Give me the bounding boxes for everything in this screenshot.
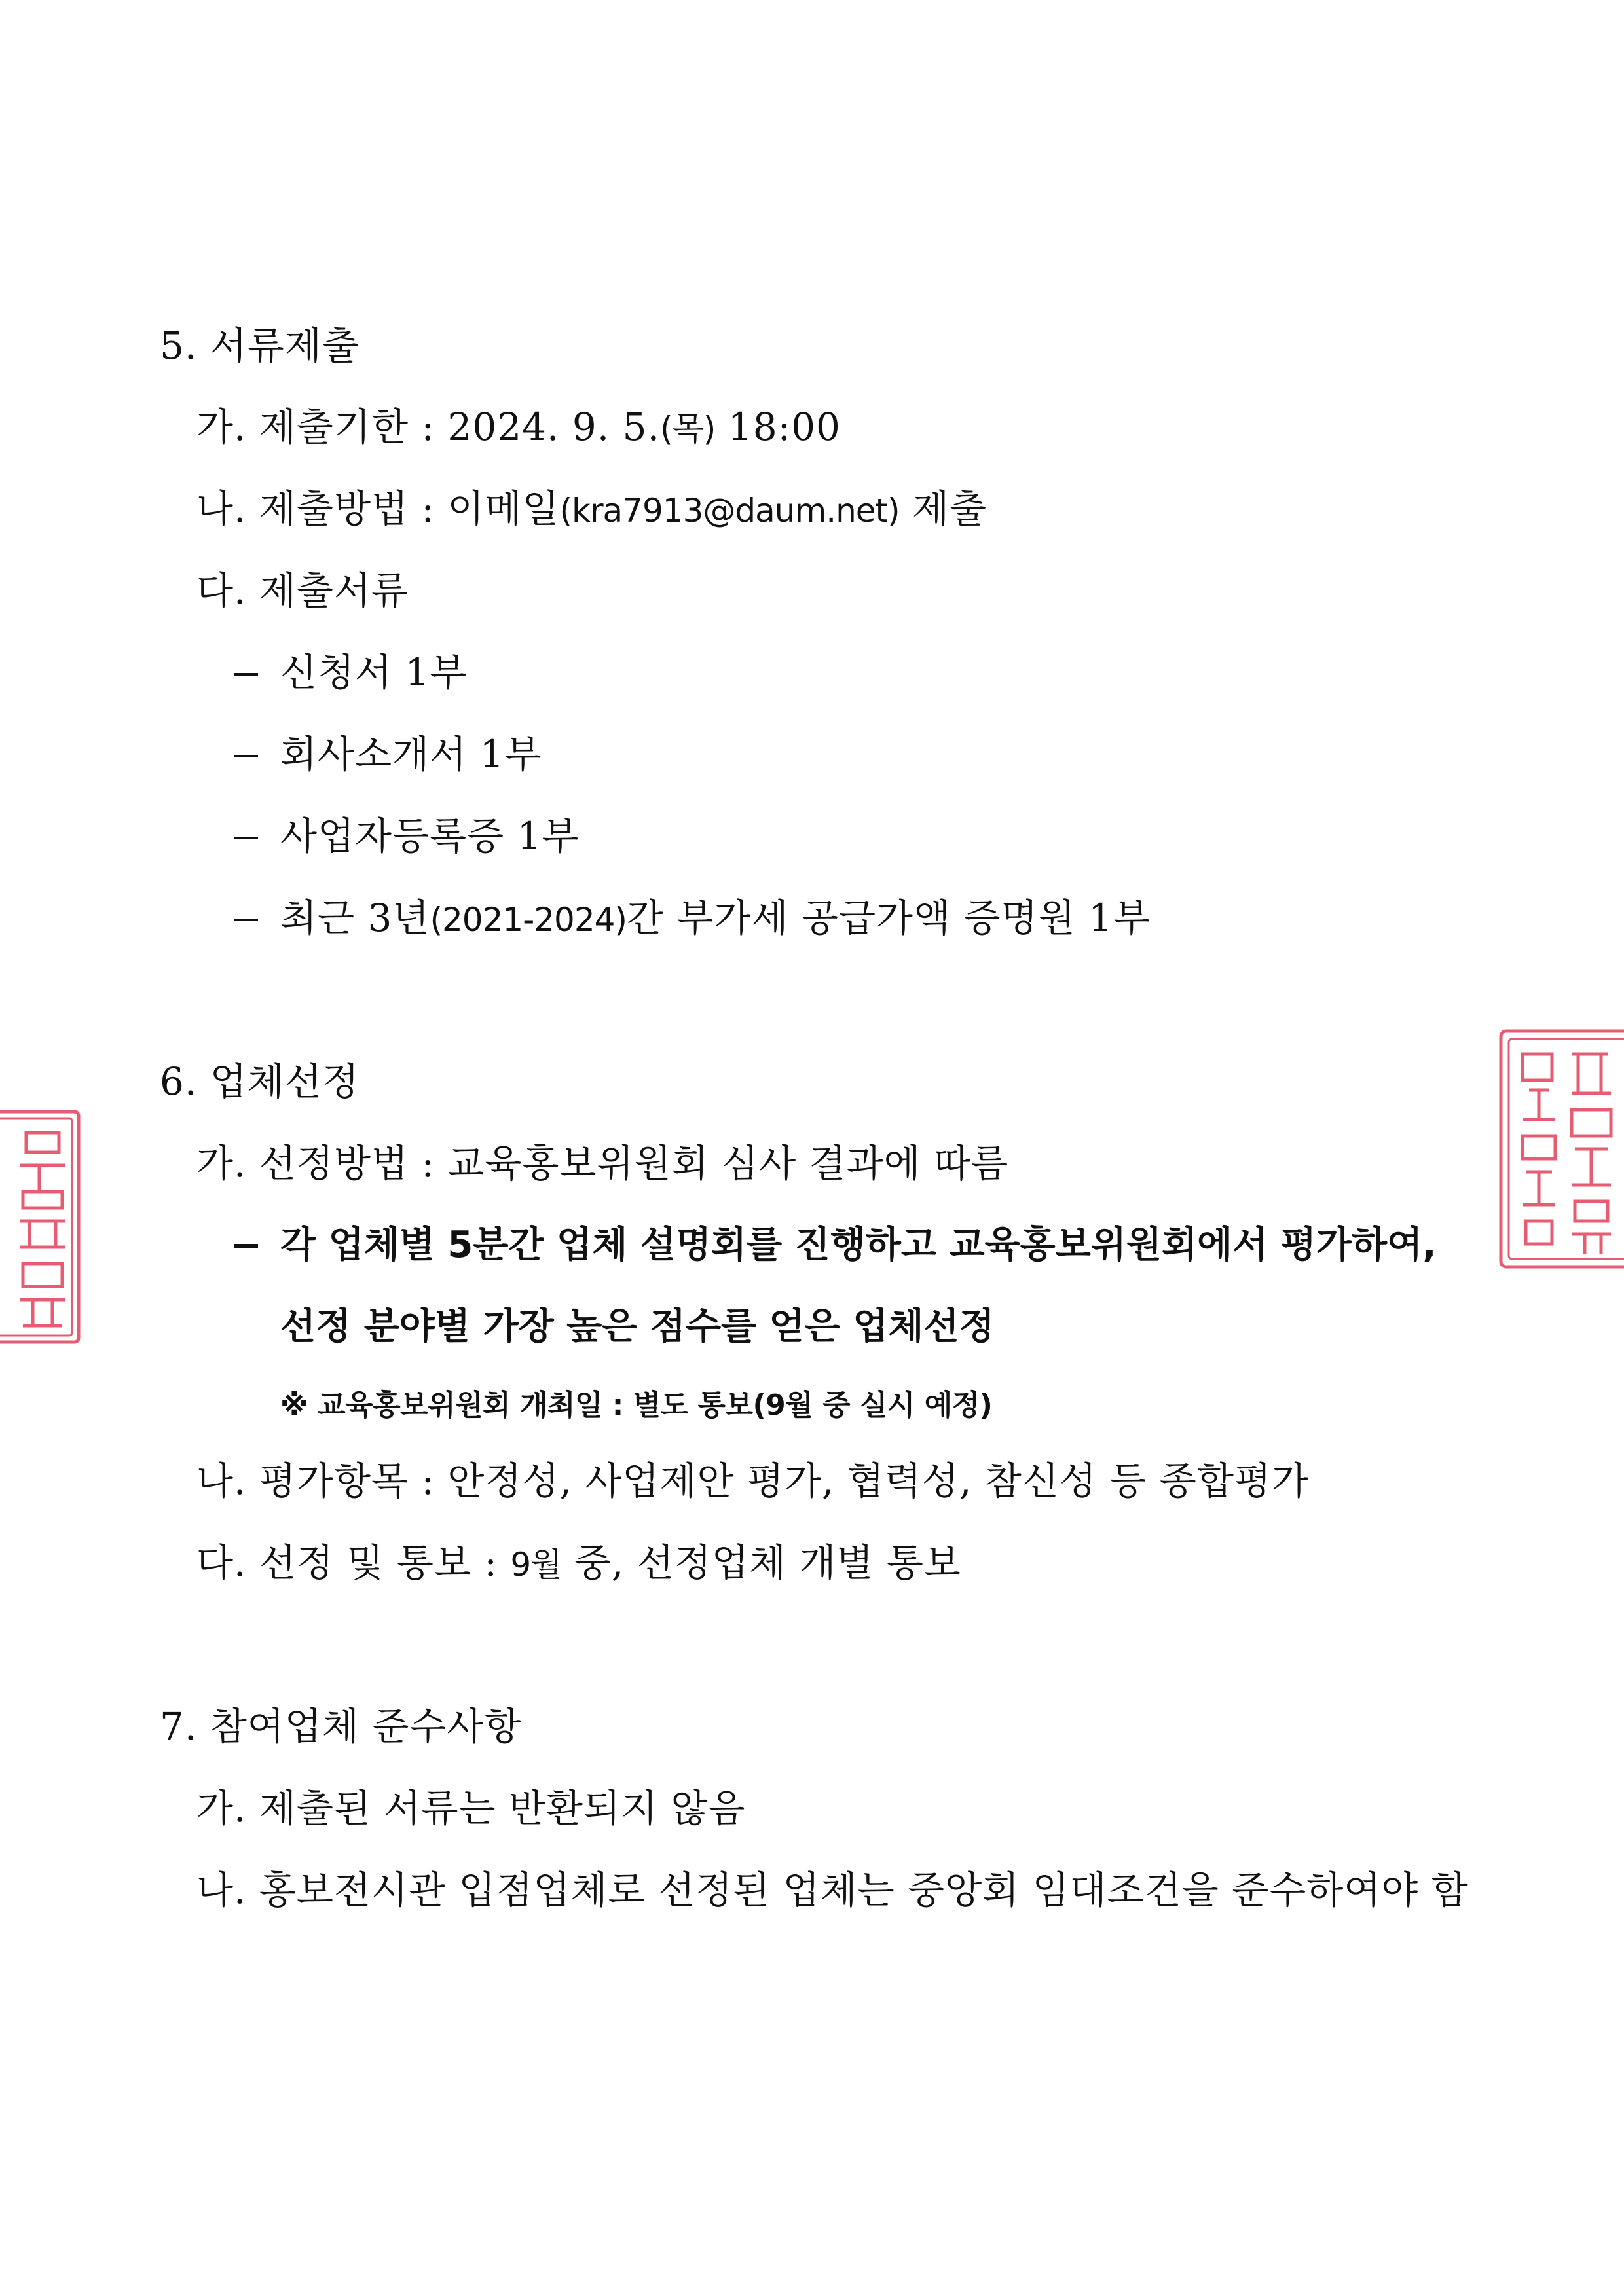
selection-detail-line-2: 선정 분야별 가장 높은 점수를 얻은 업체선정	[280, 1305, 995, 1348]
submission-method-label: 나. 제출방법 : 이메일	[196, 486, 560, 531]
document-item-range: (2021-2024)	[430, 901, 627, 939]
section-6-heading: 6. 업체선정	[160, 1059, 360, 1104]
selection-notification-month: 9월	[510, 1546, 562, 1584]
selection-method: 가. 선정방법 : 교육홍보위원회 심사 결과에 따름	[196, 1141, 1009, 1186]
left-seal-stamp	[0, 1106, 85, 1349]
dash-bullet	[234, 755, 258, 757]
dash-bullet	[234, 673, 258, 676]
document-item-text-tail: 간 부가세 공급가액 증명원 1부	[627, 896, 1151, 940]
section-5-heading: 5. 서류제출	[160, 323, 360, 368]
submission-deadline-time: 18:00	[715, 405, 841, 449]
compliance-item-b: 나. 홍보전시관 입점업체로 선정된 업체는 중앙회 임대조건을 준수하여야 함	[196, 1868, 1469, 1912]
submission-email: (kra7913@daum.net)	[559, 492, 900, 530]
document-item-text: 최근 3년	[280, 896, 430, 940]
submission-deadline-day: (목)	[660, 410, 716, 448]
submission-method	[196, 483, 987, 537]
submission-documents-heading: 다. 제출서류	[196, 568, 409, 613]
document-item-text: 회사소개서 1부	[280, 732, 542, 776]
selection-notification-label: 다. 선정 및 통보 :	[196, 1540, 511, 1585]
submission-deadline	[196, 401, 841, 455]
document-item	[234, 810, 580, 862]
selection-notification	[196, 1537, 961, 1591]
selection-detail-text-1: 각 업체별 5분간 업체 설명회를 진행하고 교육홍보위원회에서 평가하여,	[280, 1224, 1437, 1266]
dash-bullet	[234, 837, 258, 839]
evaluation-items: 나. 평가항목 : 안정성, 사업제안 평가, 협력성, 참신성 등 종합평가	[196, 1459, 1309, 1503]
submission-method-tail: 제출	[899, 486, 987, 531]
dash-bullet	[234, 1244, 258, 1248]
committee-note: ※ 교육홍보위원회 개최일 : 별도 통보(9월 중 실시 예정)	[280, 1389, 993, 1422]
right-seal-stamp	[1493, 1025, 1624, 1273]
section-7-heading: 7. 참여업체 준수사항	[160, 1704, 522, 1749]
dash-bullet	[234, 919, 258, 921]
document-item	[234, 646, 467, 699]
compliance-item-a: 가. 제출된 서류는 반환되지 않음	[196, 1786, 746, 1831]
document-item-text: 신청서 1부	[280, 650, 468, 695]
selection-detail-line-1	[234, 1219, 1437, 1271]
submission-deadline-label: 가. 제출기한 : 2024. 9. 5.	[196, 405, 661, 449]
selection-notification-tail: 중, 선정업체 개별 통보	[561, 1540, 961, 1585]
document-item	[234, 892, 1151, 946]
document-item-text: 사업자등록증 1부	[280, 814, 580, 858]
document-item	[234, 728, 542, 780]
